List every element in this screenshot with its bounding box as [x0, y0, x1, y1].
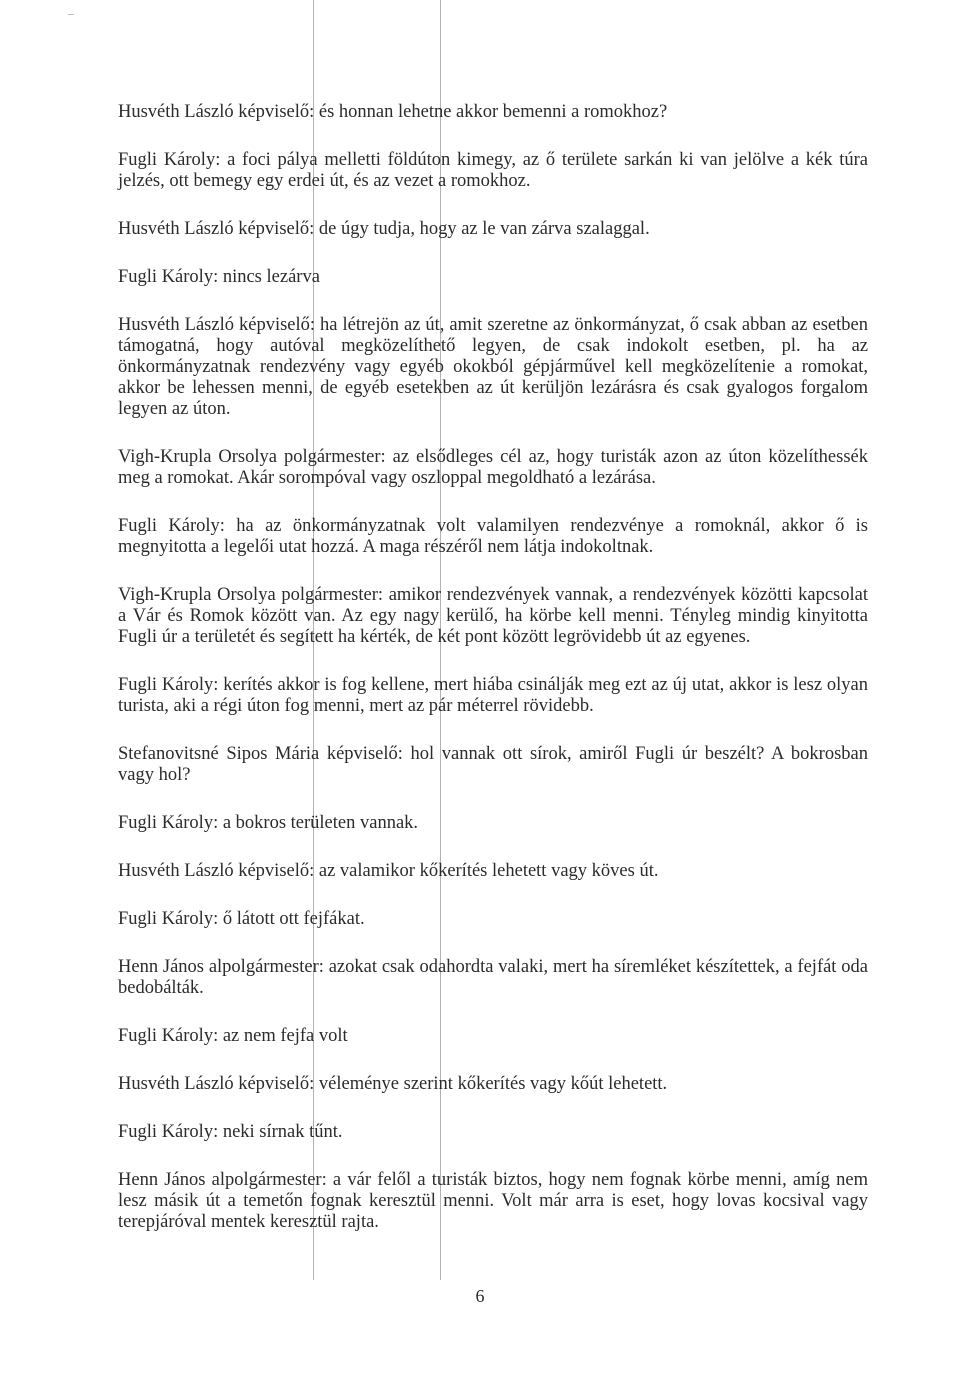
paragraph: Stefanovitsné Sipos Mária képviselő: hol vannak ott sírok, amiről Fugli úr beszélt? A bokrosban vagy hol? [118, 744, 868, 785]
paragraph: Fugli Károly: az nem fejfa volt [118, 1026, 348, 1046]
page-number: 6 [475, 1286, 485, 1306]
paragraph: Henn János alpolgármester: azokat csak odahordta valaki, mert ha síremléket készítettek, a fejfát oda bedobálták. [118, 957, 868, 998]
paragraph: Husvéth László képviselő: ha létrejön az út, amit szeretne az önkormányzat, ő csak abban az esetben támogatná, hogy autóval megközelíthető legyen, de csak indokolt esetben, pl. ha az önkormányzatnak rendezvény vagy egyéb okokból gépjárművel kell megközelítenie a romokat, akkor be lehessen menni, de egyéb esetekben az út kerüljön lezárásra és csak gyalogos forgalom legyen az úton. [118, 315, 868, 419]
scan-mark [68, 14, 74, 15]
paragraph: Husvéth László képviselő: véleménye szerint kőkerítés vagy kőút lehetett. [118, 1074, 668, 1094]
paragraph: Vigh-Krupla Orsolya polgármester: az elsődleges cél az, hogy turisták azon az úton közelíthessék meg a romokat. Akár sorompóval vagy oszloppal megoldható a lezárása. [118, 447, 868, 488]
paragraph: Husvéth László képviselő: de úgy tudja, hogy az le van zárva szalaggal. [118, 219, 650, 239]
paragraph: Vigh-Krupla Orsolya polgármester: amikor rendezvények vannak, a rendezvények közötti kapcsolat a Vár és Romok között van. Az egy nagy kerülő, ha körbe kell menni. Tényleg mindig kinyitotta Fugli úr a területét és segített ha kérték, de két pont között legrövidebb út az egyenes. [118, 585, 868, 647]
paragraph: Fugli Károly: ő látott ott fejfákat. [118, 909, 365, 929]
paragraph: Fugli Károly: a foci pálya melletti földúton kimegy, az ő területe sarkán ki van jelölve a kék túra jelzés, ott bemegy egy erdei út, és az vezet a romokhoz. [118, 150, 868, 191]
paragraph: Fugli Károly: ha az önkormányzatnak volt valamilyen rendezvénye a romoknál, akkor ő is megnyitotta a legelői utat hozzá. A maga részéről nem látja indokoltnak. [118, 516, 868, 557]
paragraph: Fugli Károly: nincs lezárva [118, 267, 320, 287]
paragraph: Henn János alpolgármester: a vár felől a turisták biztos, hogy nem fognak körbe menni, amíg nem lesz másik út a temetőn fognak keresztül menni. Volt már arra is eset, hogy lovas kocsival vagy terepjáróval mentek keresztül rajta. [118, 1170, 868, 1232]
paragraph: Husvéth László képviselő: az valamikor kőkerítés lehetett vagy köves út. [118, 861, 659, 881]
paragraph: Husvéth László képviselő: és honnan lehetne akkor bemenni a romokhoz? [118, 102, 668, 122]
paragraph: Fugli Károly: kerítés akkor is fog kellene, mert hiába csinálják meg ezt az új utat, akkor is lesz olyan turista, aki a régi úton fog menni, mert az pár méterrel rövidebb. [118, 675, 868, 716]
paragraph: Fugli Károly: neki sírnak tűnt. [118, 1122, 343, 1142]
paragraph: Fugli Károly: a bokros területen vannak. [118, 813, 419, 833]
document-body [118, 102, 868, 1260]
